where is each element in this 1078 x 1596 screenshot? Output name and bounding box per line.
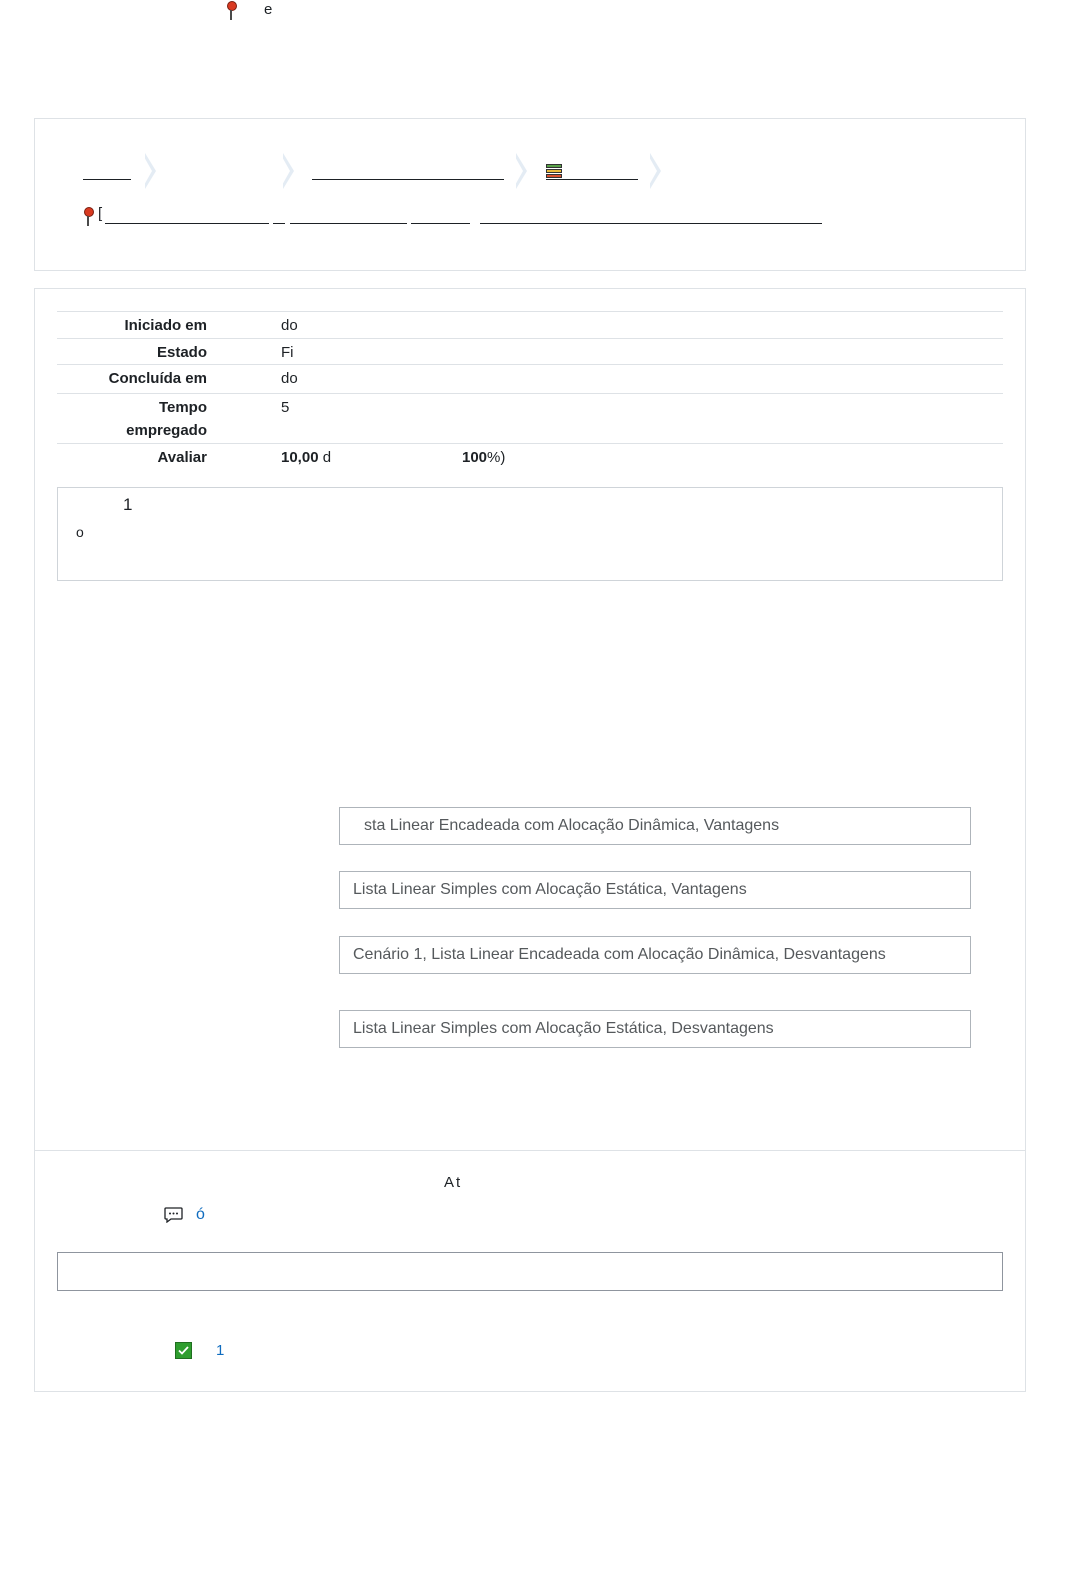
breadcrumb-link-quiz[interactable] — [411, 223, 470, 224]
comment-input[interactable] — [57, 1252, 1003, 1291]
breadcrumb-separator — [145, 153, 156, 189]
answer-option[interactable]: sta Linear Encadeada com Alocação Dinâmica, Vantagens — [339, 807, 971, 845]
breadcrumb-quiz-prefix: [ — [98, 205, 103, 222]
answer-option[interactable]: Lista Linear Simples com Alocação Estática, Vantagens — [339, 871, 971, 909]
summary-label: Iniciado em — [124, 317, 207, 334]
summary-value: 5 — [281, 399, 290, 416]
attempt-footer-text: At — [444, 1174, 463, 1191]
summary-label: Avaliar — [157, 449, 207, 466]
breadcrumb-card — [34, 118, 1026, 271]
pushpin-icon — [83, 207, 93, 227]
summary-value: do — [281, 370, 298, 387]
course-books-icon — [546, 164, 562, 179]
grade-percent — [462, 446, 505, 469]
breadcrumb-link-category[interactable] — [312, 179, 504, 180]
question-info-box — [57, 487, 1003, 581]
pushpin-icon — [226, 1, 236, 21]
summary-row-time-taken — [57, 393, 1003, 444]
breadcrumb-separator — [516, 153, 527, 189]
breadcrumb-link-review[interactable] — [480, 223, 822, 224]
grade-percent-rest: %) — [487, 449, 506, 466]
summary-row-state — [57, 338, 1003, 365]
summary-label: Estado — [156, 344, 207, 361]
breadcrumb-link-quiz[interactable] — [273, 223, 285, 224]
breadcrumb-link-quiz[interactable] — [290, 223, 407, 224]
question-info-mark: o — [76, 524, 84, 540]
breadcrumb-link-quiz[interactable] — [105, 223, 269, 224]
breadcrumb-link-home[interactable] — [83, 179, 131, 180]
answer-option[interactable]: Cenário 1, Lista Linear Encadeada com Alocação Dinâmica, Desvantagens — [339, 936, 971, 974]
summary-label: Tempo empregado — [126, 399, 207, 439]
summary-label: Concluída em — [108, 370, 207, 387]
summary-row-grade — [57, 443, 1003, 470]
grade-percent-value: 100 — [462, 449, 488, 466]
breadcrumb-separator — [283, 153, 294, 189]
summary-row-started — [57, 311, 1003, 339]
grade-value: 10,00 — [281, 449, 319, 466]
question-number: 1 — [123, 495, 133, 514]
checkbox-checked-icon[interactable] — [175, 1342, 192, 1359]
question-nav-link[interactable]: 1 — [216, 1342, 225, 1359]
grade-rest: d — [322, 449, 332, 466]
breadcrumb-link-course[interactable] — [546, 179, 638, 180]
top-strip-text: e — [264, 1, 273, 18]
summary-value: do — [281, 317, 298, 334]
comment-icon[interactable] — [164, 1207, 183, 1222]
section-divider — [35, 1150, 1025, 1151]
summary-value: Fi — [281, 344, 294, 361]
summary-value — [281, 446, 331, 469]
answer-option[interactable]: Lista Linear Simples com Alocação Estática, Desvantagens — [339, 1010, 971, 1048]
summary-row-completed — [57, 364, 1003, 394]
breadcrumb-separator — [650, 153, 661, 189]
comment-link[interactable]: ó — [196, 1206, 205, 1223]
